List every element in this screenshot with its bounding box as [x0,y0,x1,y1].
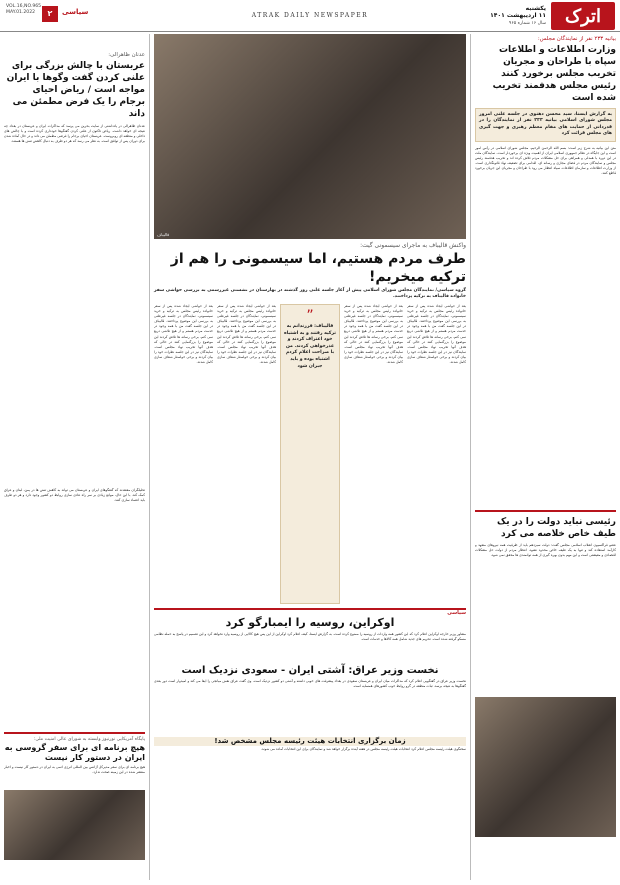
center-lead: گروه سیاسی/ نمایندگان مجلس شورای اسلامی پیش از آغاز جلسه علنی روز گذشته در بهارستان در نشستی غیررسمی به بررسی حواشی سفر خانواده قالیباف به ترکیه پرداختند. [154,288,466,299]
page-number: ۲ [42,6,58,22]
brand-name: ATRAK DAILY NEWSPAPER [251,12,369,19]
left-small-body: هیچ برنامه ای برای سفر مدیرکل آژانس بین المللی انرژی اتمی به ایران در دستور کار نیست و اخبار منتشر شده در این زمینه صحت ندارد. [4,765,145,775]
volume-info [6,4,41,16]
divider [475,510,616,512]
center-column [154,34,466,880]
left-body: عدنان ظاهرالی در یادداشتی از سایت بحرین می پرسد که مذاکرات ایران و عربستان در بغداد چه نتیجه ای خواهد داشت. ریاض تاکنون از علنی کردن گفتگوها خودداری کرده است و با چالش های داخلی و منطقه ای روبروست. عربستان احیای برجام را فرضی مطمئن می داند و در حال آماده شدن برای دوران پس از توافق است. به نظر می رسد که هر دو طرف به دنبال کاهش تنش ها هستند. [4,124,145,144]
pull-quote [280,304,340,604]
right-lead: به گزارش ایسنا، سید محسن دهنوی در جلسه علنی امروز مجلس شورای اسلامی بیانیه ۲۳۳ نفر از نمایندگان را در قدردانی از حمایت های مقام معظم رهبری و جهت گیری های مجلس قرائت کرد [479,112,612,137]
center-body-col-4: بعد از حواشی ایجاد شده پس از سفر خانواده رئیس مجلس به ترکیه و خرید سیسمونی، نمایندگان در جلسه غیرعلنی به بررسی این موضوع پرداختند. قالیباف در این جلسه گفت من با همه وجود در خدمت مردم هستم و از هیچ تلاشی دریغ نمی کنم. برخی رسانه ها تلاش کردند این موضوع را بزرگنمایی کنند در حالی که هدف آنها تخریب نهاد مجلس است. نمایندگان نیز در این جلسه نظرات خود را بیان کردند و برخی خواستار شفاف سازی کامل شدند. [407,304,466,365]
left-column [4,34,150,880]
left-kicker: عدنان ظاهرالی: [108,52,145,58]
volume-number: VOL.16,NO.965 [6,4,42,9]
divider [4,732,145,734]
sub-section-tag: سیاسی [447,610,466,616]
main-photo [154,34,466,239]
masthead [0,0,620,32]
newspaper-logo: اترک [551,2,615,30]
quote-text: قالیباف: فرزندانم به ترکیه رفتند و به اشتباه خود اعتراف کردند و عذرخواهی کردند. من با صراحت اعلام کردم اشتباه بوده و باید جبران شود [283,324,336,369]
center-kicker: واکنش قالیباف به ماجرای سیسمونی گیت: [360,242,466,249]
right-kicker: بیانیه ۲۳۳ نفر از نمایندگان مجلس: [537,36,616,42]
photo-label: قالیباف [157,232,170,237]
center-article [154,304,466,604]
english-date: MAY.01.2022 [6,10,36,15]
left-body-2: تحلیلگران معتقدند که گفتگوهای ایران و عربستان می تواند به کاهش تنش ها در یمن، لبنان و عراق کمک کند. با این حال، موانع زیادی بر سر راه عادی سازی روابط دو کشور وجود دارد و هر دو طرف باید اعتماد سازی کنند. [4,488,145,503]
quote-mark-icon: ” [306,308,314,324]
ukraine-body: مشاور وزیر خارجه اوکراین اعلام کرد که این کشور همه واردات از روسیه را ممنوع کرده است. به گزارش ایسنا، کیف اعلام کرد اوکراین از این پس هیچ کالایی از روسیه وارد نخواهد کرد و این تصمیم در پاسخ به حمله نظامی مسکو گرفته شده است. تحریم های جدید شامل همه کالاها و خدمات است. [154,632,466,642]
bottom-body: سخنگوی هیئت رئیسه مجلس اعلام کرد انتخابات هیئت رئیسه مجلس در هفته آینده برگزار خواهد شد و نمایندگان برای این انتخابات آماده می شوند. [260,747,466,751]
iraq-body: نخست وزیر عراق در گفتگویی اعلام کرد که مذاکرات میان ایران و عربستان سعودی در بغداد پیشرفت های خوبی داشته و آشتی دو کشور نزدیک است. وی گفت عراق نقش میانجی را ایفا می کند و امیدوار است دور بعدی گفتگوها به نتیجه برسد. ثبات منطقه در گرو روابط خوب کشورهای همسایه است. [154,679,466,689]
issue-line: سال ۱۶ شماره ۹۶۵ [508,21,546,26]
persian-date: ۱۱ اردیبهشت ۱۴۰۱ [490,12,546,19]
left-headline: عربستان با چالش بزرگی برای علنی کردن گفت وگوها با ایران مواجه است / ریاض احیای برجام را یک فرض مطمئن می داند [6,61,145,119]
left-small-headline: هیچ برنامه ای برای سفر گروسی به ایران در دستور کار نیست [4,743,145,762]
left-small-kicker: پایگاه آمریکایی نورنیوز وابسته به شورای عالی امنیت ملی: [33,737,145,742]
center-body-col-3: بعد از حواشی ایجاد شده پس از سفر خانواده رئیس مجلس به ترکیه و خرید سیسمونی، نمایندگان در جلسه غیرعلنی به بررسی این موضوع پرداختند. قالیباف در این جلسه گفت من با همه وجود در خدمت مردم هستم و از هیچ تلاشی دریغ نمی کنم. برخی رسانه ها تلاش کردند این موضوع را بزرگنمایی کنند در حالی که هدف آنها تخریب نهاد مجلس است. نمایندگان نیز در این جلسه نظرات خود را بیان کردند و برخی خواستار شفاف سازی کامل شدند. [344,304,403,365]
right-second-body: عضو فراکسیون انقلاب اسلامی مجلس گفت: دولت سیزدهم باید از ظرفیت همه نیروهای متعهد و کارآمد استفاده کند و تنها به یک طیف خاص محدود نشود. انتظار مردم از دولت حل مشکلات اقتصادی و معیشتی است و این مهم بدون بهره گیری از همه توانمندی ها محقق نمی شود. [475,542,616,557]
center-body-col-2: بعد از حواشی ایجاد شده پس از سفر خانواده رئیس مجلس به ترکیه و خرید سیسمونی، نمایندگان در جلسه غیرعلنی به بررسی این موضوع پرداختند. قالیباف در این جلسه گفت من با همه وجود در خدمت مردم هستم و از هیچ تلاشی دریغ نمی کنم. برخی رسانه ها تلاش کردند این موضوع را بزرگنمایی کنند در حالی که هدف آنها تخریب نهاد مجلس است. نمایندگان نیز در این جلسه نظرات خود را بیان کردند و برخی خواستار شفاف سازی کامل شدند. [217,304,276,365]
right-headline: وزارت اطلاعات و اطلاعات سپاه با طراحان و مجریان تخریب مجلس برخورد کنند رئیس مجلس هدفمند تخریب شده است [492,45,616,103]
right-column [470,34,616,880]
ukraine-headline: اوکراین، روسیه را ایمبارگو کرد [225,616,395,629]
section-name: سیاسی [62,8,89,16]
bottom-headline: زمان برگزاری انتخابات هیئت رئیسه مجلس مشخص شد! [154,737,466,746]
official-photo [4,790,145,860]
right-body: متن این بیانیه به شرح زیر است: بسم الله الرحمن الرحیم. مجلس شورای اسلامی در رأس امور است و این جایگاه در نظام جمهوری اسلامی ایران از اهمیت ویژه ای برخوردار است. نمایندگان ملت در این دوره با همدلی و همراهی برای حل مشکلات مردم تلاش کرده اند و تخریب هدفمند رئیس مجلس و نمایندگان مردم در فضای مجازی و رسانه ای، اقدامی برای تضعیف نهاد قانونگذاری است. از وزارت اطلاعات و سازمان اطلاعات سپاه انتظار می رود با طراحان و مجریان این جریان برخورد قاطع کنند. [475,145,616,176]
iraq-headline: نخست وزیر عراق: آشتی ایران - سعودی نزدیک است [181,665,439,676]
center-body-col-1: بعد از حواشی ایجاد شده پس از سفر خانواده رئیس مجلس به ترکیه و خرید سیسمونی، نمایندگان در جلسه غیرعلنی به بررسی این موضوع پرداختند. قالیباف در این جلسه گفت من با همه وجود در خدمت مردم هستم و از هیچ تلاشی دریغ نمی کنم. برخی رسانه ها تلاش کردند این موضوع را بزرگنمایی کنند در حالی که هدف آنها تخریب نهاد مجلس است. نمایندگان نیز در این جلسه نظرات خود را بیان کردند و برخی خواستار شفاف سازی کامل شدند. [154,304,213,365]
right-second-headline: رئیسی نباید دولت را در یک طیف خاص خلاصه می کرد [497,516,616,539]
politician-photo [475,697,616,837]
center-headline: طرف مردم هستیم، اما سیسمونی را هم از ترکیه میخریم! [170,251,466,285]
weekday: یکشنبه [525,5,546,12]
